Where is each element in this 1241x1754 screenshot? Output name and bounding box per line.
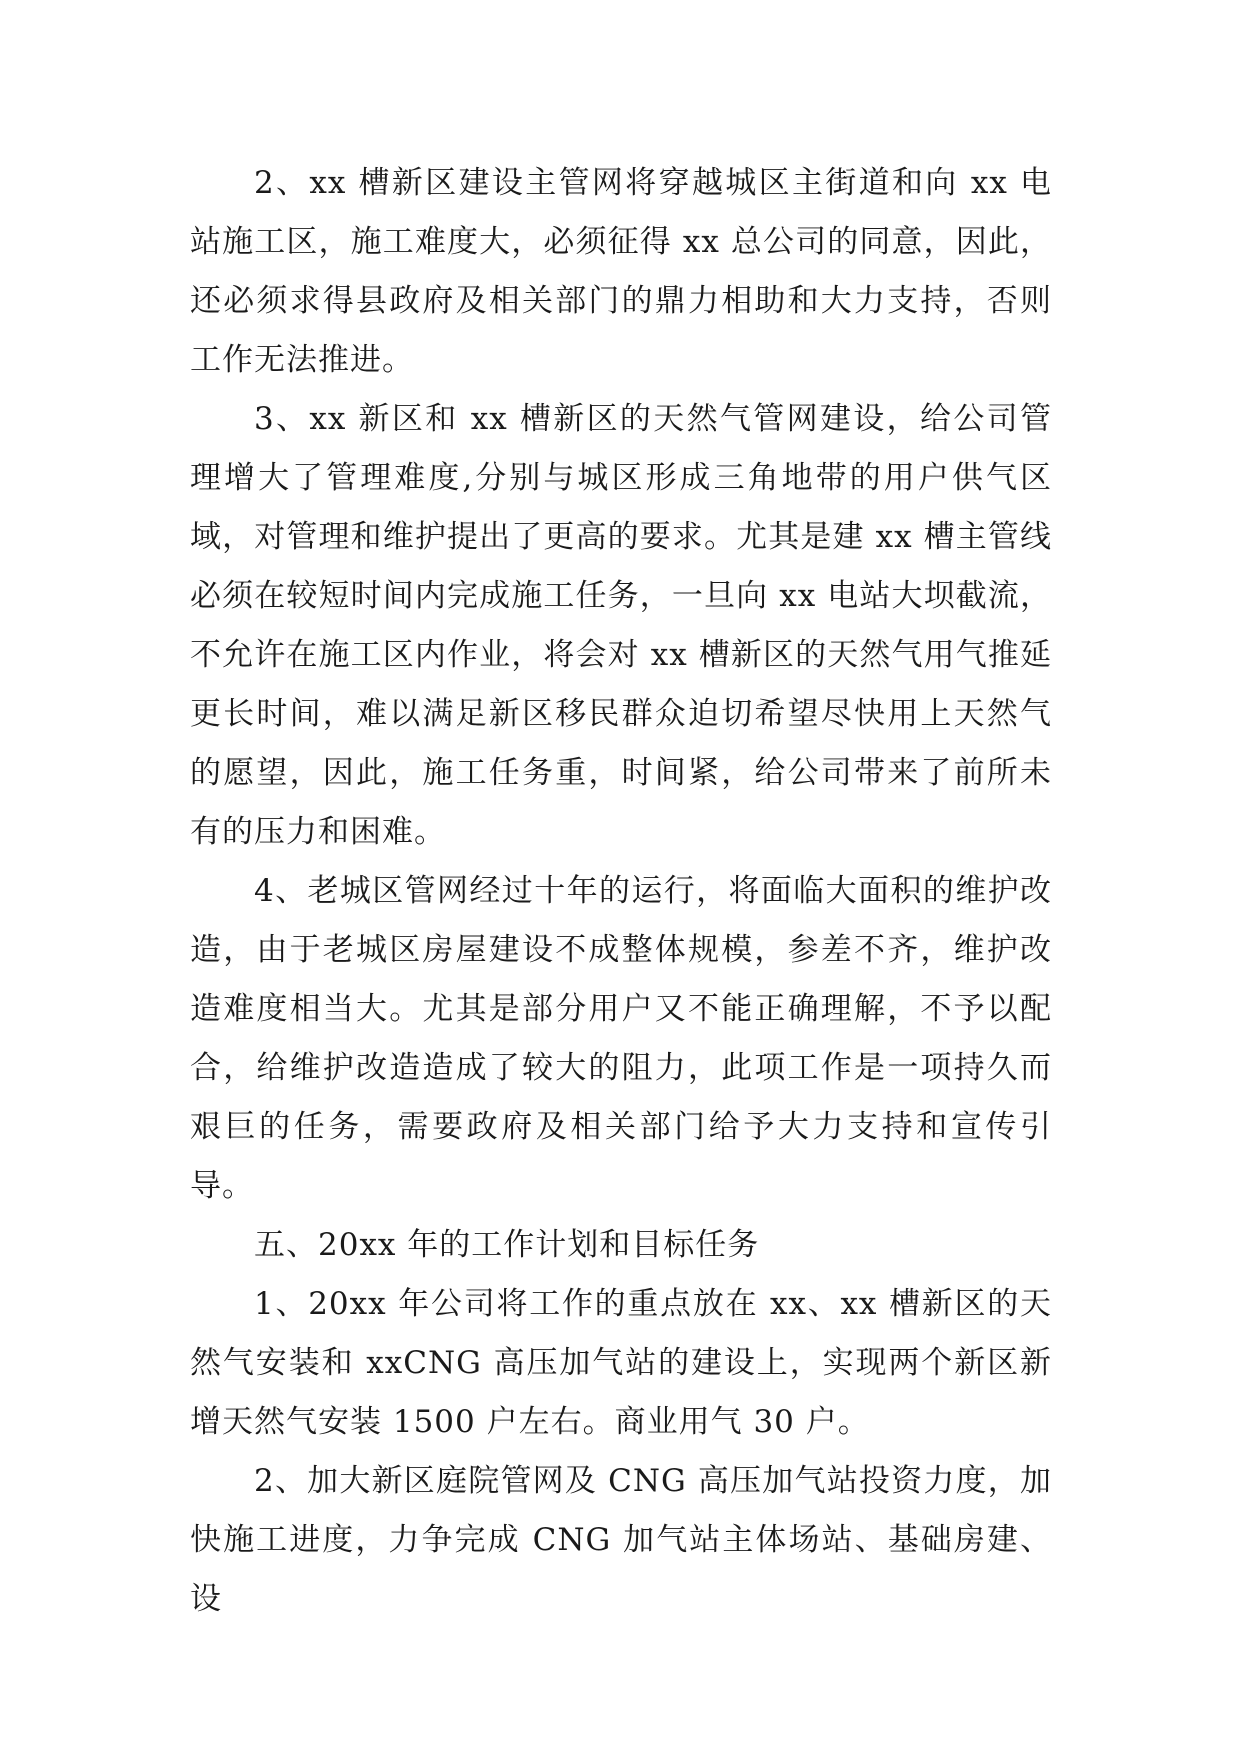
paragraph-item-4-old-district: 4、老城区管网经过十年的运行，将面临大面积的维护改造，由于老城区房屋建设不成整体规模，参差不齐，维护改造难度相当大。尤其是部分用户又不能正确理解，不予以配合，给维护改造造成了较大的阻力，此项工作是一项持久而艰巨的任务，需要政府及相关部门给予大力支持和宣传引导。: [190, 873, 1052, 1204]
paragraph-item-2-pipeline: 2、xx 槽新区建设主管网将穿越城区主街道和向 xx 电站施工区，施工难度大，必须征得 xx 总公司的同意，因此，还必须求得县政府及相关部门的鼎力相助和大力支持，否则工作无法推进。: [190, 165, 1052, 378]
paragraph-plan-item-2: 2、加大新区庭院管网及 CNG 高压加气站投资力度，加快施工进度，力争完成 CNG 加气站主体场站、基础房建、设: [190, 1463, 1052, 1617]
paragraph-plan-item-1: 1、20xx 年公司将工作的重点放在 xx、xx 槽新区的天然气安装和 xxCNG 高压加气站的建设上，实现两个新区新增天然气安装 1500 户左右。商业用气 30 户。: [190, 1286, 1052, 1440]
paragraph-item-3-management: 3、xx 新区和 xx 槽新区的天然气管网建设，给公司管理增大了管理难度,分别与城区形成三角地带的用户供气区域，对管理和维护提出了更高的要求。尤其是建 xx 槽主管线必须在较短时间内完成施工任务，一旦向 xx 电站大坝截流，不允许在施工区内作业，将会对 xx 槽新区的天然气用气推延更长时间，难以满足新区移民群众迫切希望尽快用上天然气的愿望，因此，施工任务重，时间紧，给公司带来了前所未有的压力和困难。: [190, 401, 1052, 850]
document-body: [190, 154, 1052, 1629]
section-heading-work-plan: 五、20xx 年的工作计划和目标任务: [254, 1227, 760, 1263]
